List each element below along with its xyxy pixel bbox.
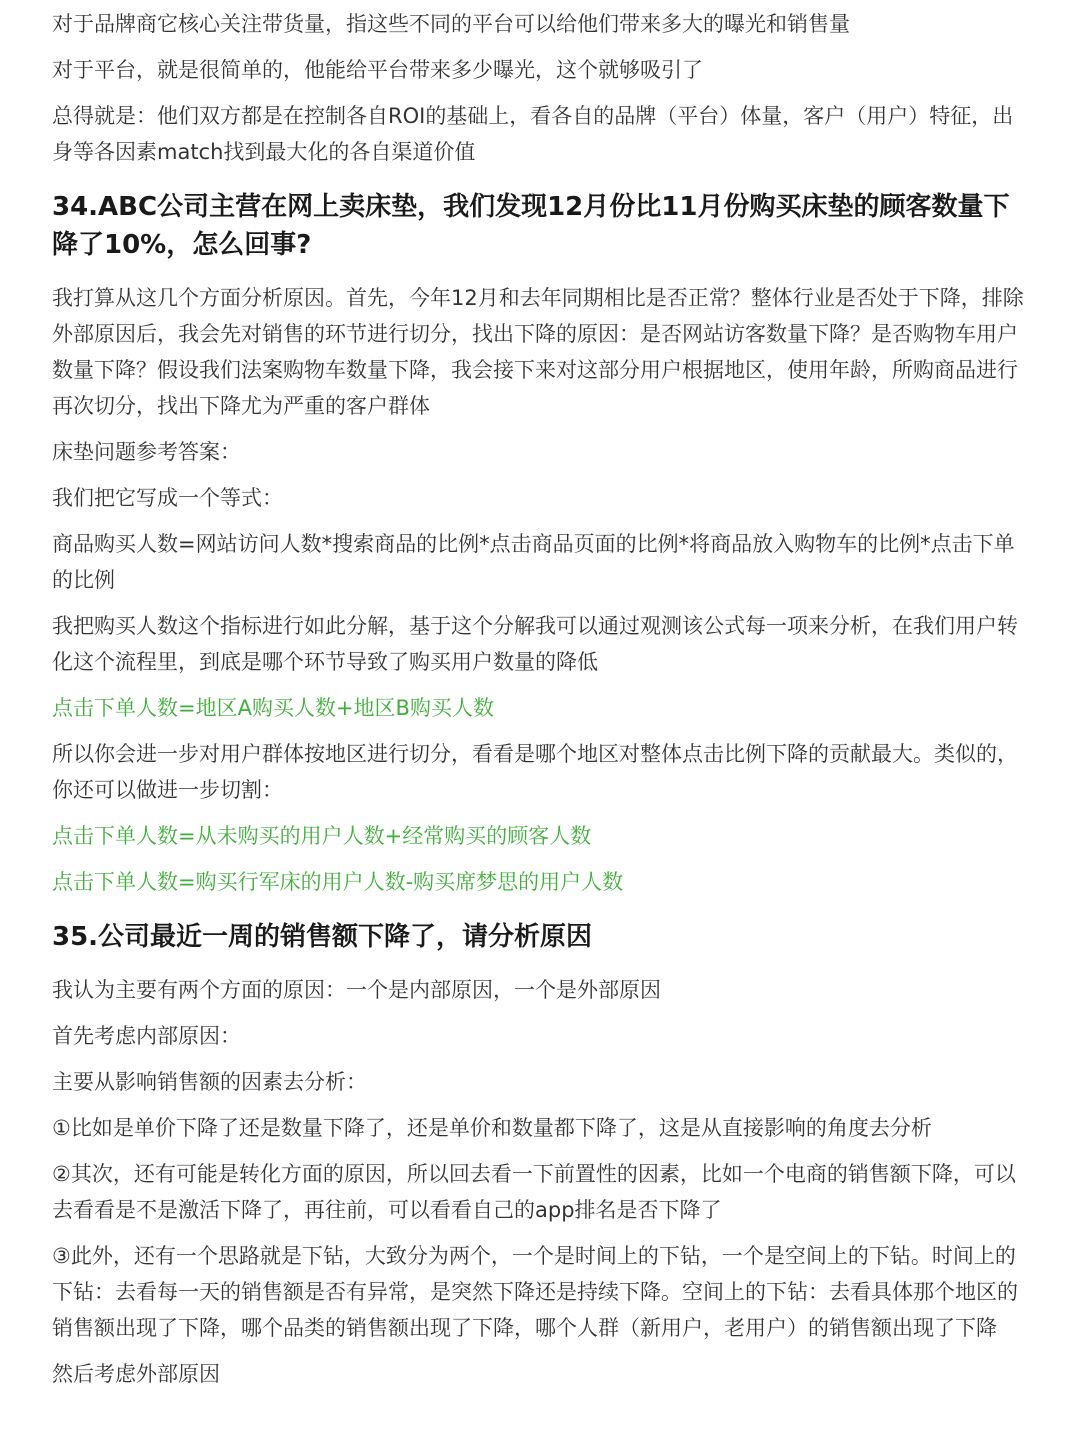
intro-paragraph-brand: 对于品牌商它核心关注带货量，指这些不同的平台可以给他们带来多大的曝光和销售量 <box>52 12 850 36</box>
q34-formula-product-type: 点击下单人数=购买行军床的用户人数-购买席梦思的用户人数 <box>52 870 624 894</box>
q34-decomposition-paragraph: 我把购买人数这个指标进行如此分解，基于这个分解我可以通过观测该公式每一项来分析，在我们用户转化这个流程里，到底是哪个环节导致了购买用户数量的降低 <box>52 614 1018 674</box>
q35-point-1: ①比如是单价下降了还是数量下降了，还是单价和数量都下降了，这是从直接影响的角度去分析 <box>52 1116 932 1140</box>
q35-external-label: 然后考虑外部原因 <box>52 1362 220 1386</box>
question-34-heading: 34.ABC公司主营在网上卖床垫，我们发现12月份比11月份购买床垫的顾客数量下降了10%，怎么回事? <box>52 192 1010 260</box>
q35-point-3: ③此外，还有一个思路就是下钻，大致分为两个，一个是时间上的下钻，一个是空间上的下钻。时间上的下钻：去看每一天的销售额是否有异常，是突然下降还是持续下降。空间上的下钻：去看具体那个地区的销售额出现了下降，哪个品类的销售额出现了下降，哪个人群（新用户，老用户）的销售额出现了下降 <box>52 1244 1018 1340</box>
q35-internal-label: 首先考虑内部原因： <box>52 1024 241 1048</box>
q34-equation: 商品购买人数=网站访问人数*搜索商品的比例*点击商品页面的比例*将商品放入购物车的比例*点击下单的比例 <box>52 532 1015 592</box>
question-35-heading: 35.公司最近一周的销售额下降了，请分析原因 <box>52 922 593 952</box>
q35-point-2: ②其次，还有可能是转化方面的原因，所以回去看一下前置性的因素，比如一个电商的销售额下降，可以去看看是不是激活下降了，再往前，可以看看自己的app排名是否下降了 <box>52 1162 1016 1222</box>
q34-reference-label: 床垫问题参考答案： <box>52 440 241 464</box>
intro-paragraph-platform: 对于平台，就是很简单的，他能给平台带来多少曝光，这个就够吸引了 <box>52 58 703 82</box>
intro-paragraph-summary: 总得就是：他们双方都是在控制各自ROI的基础上，看各自的品牌（平台）体量，客户（用户）特征，出身等各因素match找到最大化的各自渠道价值 <box>52 104 1014 164</box>
q34-equation-intro: 我们把它写成一个等式： <box>52 486 283 510</box>
q34-analysis-paragraph: 我打算从这几个方面分析原因。首先，今年12月和去年同期相比是否正常？整体行业是否处于下降，排除外部原因后，我会先对销售的环节进行切分，找出下降的原因：是否网站访客数量下降？是否购物车用户数量下降？假设我们法案购物车数量下降，我会接下来对这部分用户根据地区，使用年龄，所购商品进行再次切分，找出下降尤为严重的客户群体 <box>52 286 1024 418</box>
q35-two-causes: 我认为主要有两个方面的原因：一个是内部原因，一个是外部原因 <box>52 978 661 1002</box>
q34-further-split-paragraph: 所以你会进一步对用户群体按地区进行切分，看看是哪个地区对整体点击比例下降的贡献最大。类似的，你还可以做进一步切割： <box>52 742 1018 802</box>
q35-factors-label: 主要从影响销售额的因素去分析： <box>52 1070 367 1094</box>
q34-formula-customer-type: 点击下单人数=从未购买的用户人数+经常购买的顾客人数 <box>52 824 592 848</box>
q34-formula-region: 点击下单人数=地区A购买人数+地区B购买人数 <box>52 696 494 720</box>
